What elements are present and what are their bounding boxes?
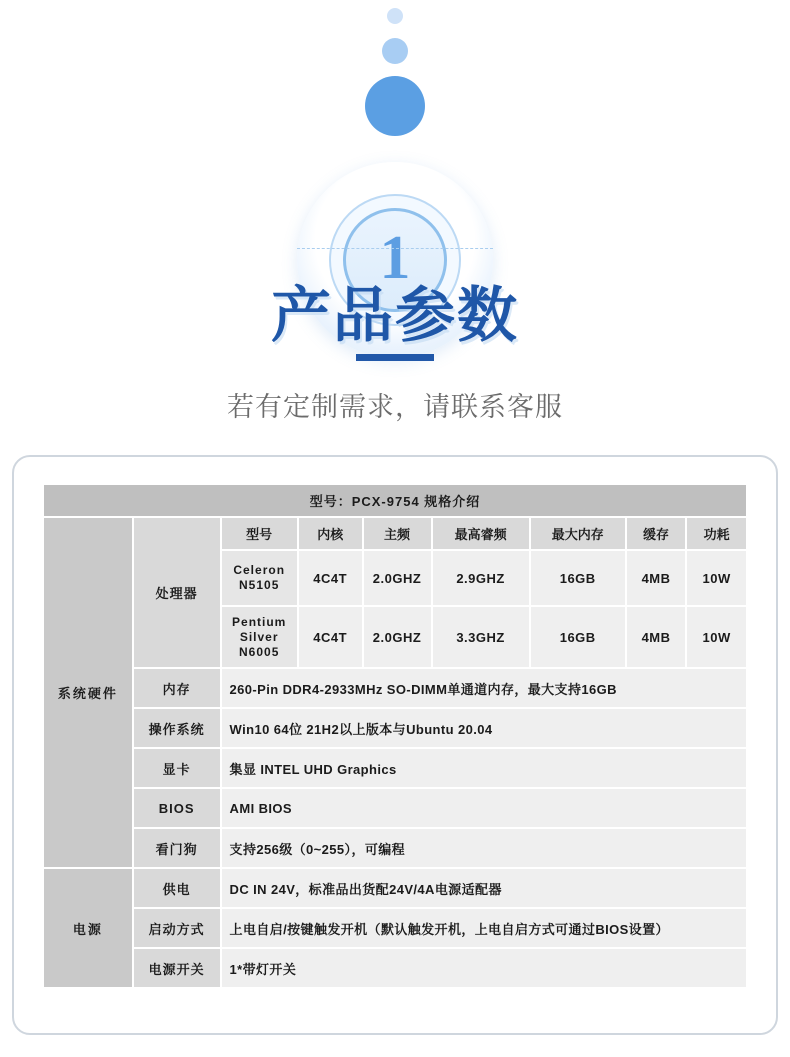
value-gpu: 集显 INTEL UHD Graphics <box>221 748 747 788</box>
table-title-row <box>43 484 747 517</box>
col-header-base-freq: 主频 <box>363 517 432 550</box>
spec-table <box>42 483 748 989</box>
title-underline <box>356 354 434 361</box>
dashed-divider <box>297 248 493 249</box>
col-header-turbo-freq: 最高睿频 <box>432 517 530 550</box>
sub-label-power-input: 供电 <box>133 868 221 908</box>
cpu2-tdp: 10W <box>686 606 747 668</box>
cpu1-turbo-freq: 2.9GHZ <box>432 550 530 606</box>
cpu1-cache: 4MB <box>626 550 687 606</box>
table-row <box>43 517 747 550</box>
cpu1-model: Celeron N5105 <box>221 550 298 606</box>
value-os: Win10 64位 21H2以上版本与Ubuntu 20.04 <box>221 708 747 748</box>
value-bios: AMI BIOS <box>221 788 747 828</box>
page-subtitle: 若有定制需求，请联系客服 <box>227 392 563 422</box>
sub-label-boot-mode: 启动方式 <box>133 908 221 948</box>
col-header-cache: 缓存 <box>626 517 687 550</box>
cpu2-base-freq: 2.0GHZ <box>363 606 432 668</box>
sub-label-os: 操作系统 <box>133 708 221 748</box>
group-label-system-hardware: 系统硬件 <box>43 517 133 868</box>
table-row <box>43 708 747 748</box>
table-row <box>43 668 747 708</box>
table-row <box>43 868 747 908</box>
step-number: 1 <box>379 224 411 293</box>
col-header-model: 型号 <box>221 517 298 550</box>
sub-label-gpu: 显卡 <box>133 748 221 788</box>
cpu1-tdp: 10W <box>686 550 747 606</box>
dot-small-icon <box>387 8 403 24</box>
table-row <box>43 788 747 828</box>
sub-label-power-switch: 电源开关 <box>133 948 221 988</box>
col-header-cores: 内核 <box>298 517 363 550</box>
sub-label-bios: BIOS <box>133 788 221 828</box>
cpu2-turbo-freq: 3.3GHZ <box>432 606 530 668</box>
col-header-tdp: 功耗 <box>686 517 747 550</box>
decorative-dots <box>0 8 790 136</box>
col-header-max-memory: 最大内存 <box>530 517 626 550</box>
sub-label-processor: 处理器 <box>133 517 221 668</box>
dot-medium-icon <box>382 38 408 64</box>
table-row <box>43 948 747 988</box>
cpu1-cores: 4C4T <box>298 550 363 606</box>
sub-label-memory: 内存 <box>133 668 221 708</box>
value-memory: 260-Pin DDR4-2933MHz SO-DIMM单通道内存，最大支持16GB <box>221 668 747 708</box>
page-title: 产品参数 <box>271 281 519 351</box>
table-row <box>43 908 747 948</box>
group-label-power: 电源 <box>43 868 133 988</box>
value-power-switch: 1*带灯开关 <box>221 948 747 988</box>
table-row <box>43 748 747 788</box>
cpu2-cores: 4C4T <box>298 606 363 668</box>
value-boot-mode: 上电自启/按键触发开机（默认触发开机，上电自启方式可通过BIOS设置） <box>221 908 747 948</box>
value-watchdog: 支持256级（0~255），可编程 <box>221 828 747 868</box>
value-power-input: DC IN 24V，标准品出货配24V/4A电源适配器 <box>221 868 747 908</box>
cpu1-base-freq: 2.0GHZ <box>363 550 432 606</box>
cpu1-max-memory: 16GB <box>530 550 626 606</box>
cpu2-cache: 4MB <box>626 606 687 668</box>
cpu2-max-memory: 16GB <box>530 606 626 668</box>
sub-label-watchdog: 看门狗 <box>133 828 221 868</box>
cpu2-model: Pentium Silver N6005 <box>221 606 298 668</box>
hero-section <box>0 0 790 455</box>
table-title: 型号：PCX-9754 规格介绍 <box>43 484 747 517</box>
spec-card <box>12 455 778 1035</box>
dot-large-icon <box>365 76 425 136</box>
table-row <box>43 828 747 868</box>
